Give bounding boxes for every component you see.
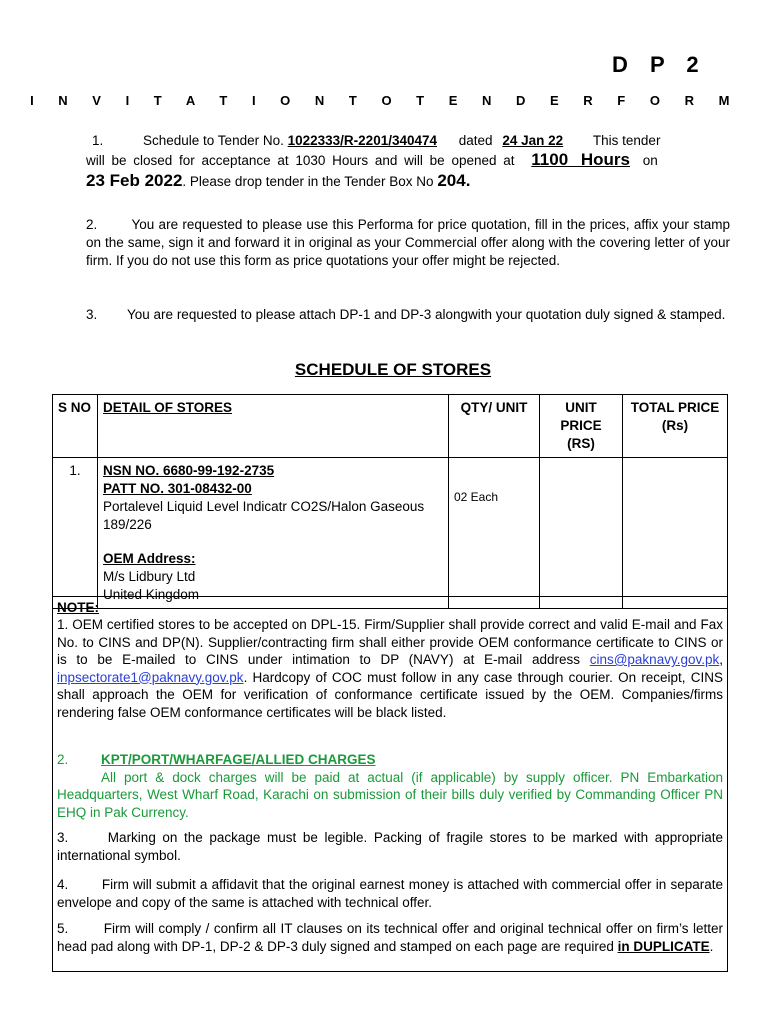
header-total-price: TOTAL PRICE (Rs) [623, 395, 728, 458]
this-tender-text: This tender [592, 133, 661, 148]
row-qty: 02 Each [449, 458, 540, 609]
intro-number: 1. [92, 133, 104, 148]
intro-paragraph [86, 132, 730, 191]
header-detail: DETAIL OF STORES [98, 395, 449, 458]
table-row [53, 458, 728, 609]
item-description: Portalevel Liquid Level Indicatr CO2S/Halon Gaseous 189/226 [103, 499, 425, 532]
header-unit-price: UNIT PRICE (RS) [540, 395, 623, 458]
closing-text: will be closed for acceptance at 1030 Hours and will be opened at [86, 153, 515, 168]
note-2-title: KPT/PORT/WHARFAGE/ALLIED CHARGES [101, 752, 376, 767]
tender-date: 24 Jan 22 [502, 133, 564, 148]
stores-table [52, 394, 728, 609]
paragraph-3: 3. You are requested to please attach DP-1 and DP-3 alongwith your quotation duly signed & stamped. [86, 307, 726, 322]
on-text: on [642, 153, 658, 168]
note-1 [57, 616, 723, 721]
drop-text: . Please drop tender in the Tender Box No [182, 174, 434, 189]
note-5 [57, 920, 727, 955]
note-1-text-b: . Hardcopy of COC must follow in any case through courier. On receipt, CINS shall approach the OEM for verification of conformance certificate issued by the OEM. Companies/firms rendering false OEM conformance certificates will be black listed. [57, 669, 723, 720]
note-2 [57, 751, 723, 821]
note-1-text-a: 1. OEM certified stores to be accepted on DPL-15. Firm/Supplier shall provide correct and valid E-mail and Fax No. to CINS and DP(N). Supplier/contracting firm shall either provide OEM conformance certificate to CINS or is to be E-mailed to CINS under intimation to DP (NAVY) at E-mail address [57, 617, 723, 667]
header-qty: QTY/ UNIT [449, 395, 540, 458]
email-cins-link[interactable]: cins@paknavy.gov.pk [589, 652, 720, 667]
paragraph-2: 2. You are requested to please use this Performa for price quotation, fill in the prices, affix your stamp on the same, sign it and forward it in original as your Commercial offer along with the covering letter of your firm. If you do not use this form as price quotations your offer might be rejected. [86, 217, 734, 268]
note-2-number: 2. [57, 752, 69, 767]
schedule-text: Schedule to Tender No. [143, 133, 284, 148]
table-header-row [53, 395, 728, 458]
schedule-title: SCHEDULE OF STORES [294, 360, 492, 379]
row-detail [98, 458, 449, 609]
tender-number: 1022333/R-2201/340474 [287, 133, 438, 148]
notes-title: NOTE: [57, 600, 99, 615]
oem-label: OEM Address: [103, 551, 196, 566]
notes-box [52, 596, 728, 972]
note-4: 4. Firm will submit a affidavit that the original earnest money is attached with commercial offer in separate envelope and copy of the same is attached with technical offer. [57, 877, 727, 910]
tender-box-number: 204. [437, 171, 471, 190]
note-5-text-a: 5. Firm will comply / confirm all IT clauses on its technical offer and original technical offer on firm’s letter head pad along with DP-1, DP-2 & DP-3 duly signed and stamped on each page are required [57, 921, 727, 954]
email-inspectorate-link[interactable]: inpsectorate1@paknavy.gov.pk [57, 669, 244, 685]
opening-time: 1100 Hours [531, 150, 630, 169]
form-code: D P 2 [612, 52, 707, 77]
header-sno: S NO [53, 395, 98, 458]
note-1-comma: , [719, 652, 723, 667]
oem-line-2: United Kingdom [103, 587, 200, 602]
note-2-body: All port & dock charges will be paid at actual (if applicable) by supply officer. PN Embarkation Headquarters, West Wharf Road, Karachi on submission of their bills duly verified by Commanding Officer PN EHQ in Pak Currency. [57, 769, 723, 820]
note-3: 3. Marking on the package must be legible. Packing of fragile stores to be marked with appropriate international symbol. [57, 830, 727, 863]
patt-number: PATT NO. 301-08432-00 [103, 481, 252, 496]
oem-line-1: M/s Lidbury Ltd [103, 569, 196, 584]
note-5-duplicate: in DUPLICATE [617, 938, 710, 954]
row-unit-price [540, 458, 623, 609]
row-sno: 1. [53, 458, 98, 609]
row-total-price [623, 458, 728, 609]
form-title: I N V I T A T I O N T O T E N D E R F O R M [30, 93, 740, 108]
nsn-number: NSN NO. 6680-99-192-2735 [103, 463, 275, 478]
dated-text: dated [458, 133, 493, 148]
note-5-end: . [709, 938, 714, 954]
opening-date: 23 Feb 2022 [86, 171, 183, 190]
